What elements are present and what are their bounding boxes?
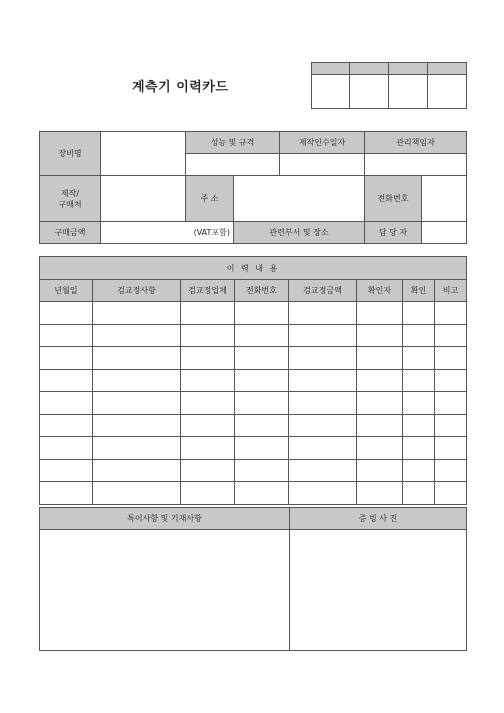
- approval-header-cell: [389, 63, 428, 75]
- cell[interactable]: [181, 392, 235, 415]
- cell[interactable]: [93, 347, 181, 370]
- price-field[interactable]: (VAT포함): [101, 222, 234, 244]
- cell[interactable]: [435, 369, 467, 392]
- cell[interactable]: [235, 302, 289, 325]
- cell[interactable]: [235, 459, 289, 482]
- cell[interactable]: [357, 482, 403, 505]
- cell[interactable]: [403, 347, 435, 370]
- cell[interactable]: [40, 324, 93, 347]
- cell[interactable]: [93, 392, 181, 415]
- cell[interactable]: [357, 437, 403, 460]
- table-row: [40, 459, 467, 482]
- cell[interactable]: [40, 302, 93, 325]
- cell[interactable]: [93, 459, 181, 482]
- cell[interactable]: [435, 437, 467, 460]
- cell[interactable]: [357, 459, 403, 482]
- cell[interactable]: [435, 392, 467, 415]
- cell[interactable]: [40, 437, 93, 460]
- price-label: 구매금액: [40, 222, 101, 244]
- cell[interactable]: [289, 459, 357, 482]
- remarks-area[interactable]: [40, 530, 290, 651]
- cell[interactable]: [93, 369, 181, 392]
- equipment-info-table: [39, 131, 467, 244]
- equipment-name-label: 장비명: [40, 132, 101, 176]
- maker-label-line1: 제작/: [60, 188, 80, 198]
- cell[interactable]: [181, 324, 235, 347]
- cell[interactable]: [403, 459, 435, 482]
- cell[interactable]: [403, 392, 435, 415]
- acquire-date-label: 제작인수일자: [280, 132, 365, 154]
- col-date: 년월일: [40, 280, 93, 302]
- approval-header-cell: [428, 63, 467, 75]
- table-row: [40, 414, 467, 437]
- cell[interactable]: [235, 414, 289, 437]
- cell[interactable]: [435, 324, 467, 347]
- cell[interactable]: [289, 392, 357, 415]
- col-remarks: 비고: [435, 280, 467, 302]
- spec-label: 성능 및 규격: [186, 132, 280, 154]
- cell[interactable]: [357, 414, 403, 437]
- approval-sign-cell[interactable]: [312, 75, 350, 109]
- cell[interactable]: [435, 482, 467, 505]
- cell[interactable]: [235, 347, 289, 370]
- cell[interactable]: [357, 324, 403, 347]
- col-calibration-cost: 검교정금액: [289, 280, 357, 302]
- person-label: 담 당 자: [365, 222, 422, 244]
- approval-sign-cell[interactable]: [389, 75, 428, 109]
- cell[interactable]: [40, 482, 93, 505]
- cell[interactable]: [40, 347, 93, 370]
- cell[interactable]: [435, 414, 467, 437]
- cell[interactable]: [403, 302, 435, 325]
- col-phone: 전화번호: [235, 280, 289, 302]
- cell[interactable]: [403, 437, 435, 460]
- approval-header-cell: [312, 63, 350, 75]
- dept-label: 관련부서 및 장소: [234, 222, 365, 244]
- table-row: [40, 437, 467, 460]
- photo-header: 증 빙 사 진: [290, 508, 467, 530]
- approval-sign-cell[interactable]: [428, 75, 467, 109]
- cell[interactable]: [93, 482, 181, 505]
- cell[interactable]: [93, 414, 181, 437]
- address-label: 주 소: [186, 176, 234, 222]
- cell[interactable]: [235, 369, 289, 392]
- cell[interactable]: [93, 324, 181, 347]
- cell[interactable]: [289, 437, 357, 460]
- table-row: [40, 347, 467, 370]
- cell[interactable]: [289, 324, 357, 347]
- cell[interactable]: [289, 369, 357, 392]
- cell[interactable]: [181, 302, 235, 325]
- manager-label: 관리책임자: [365, 132, 467, 154]
- cell[interactable]: [40, 414, 93, 437]
- spec-field[interactable]: [186, 154, 280, 176]
- remarks-header: 특이사항 및 기재사항: [40, 508, 290, 530]
- cell[interactable]: [181, 459, 235, 482]
- cell[interactable]: [93, 302, 181, 325]
- cell[interactable]: [435, 302, 467, 325]
- col-confirm: 확인: [403, 280, 435, 302]
- cell[interactable]: [403, 324, 435, 347]
- cell[interactable]: [357, 369, 403, 392]
- person-field[interactable]: [422, 222, 467, 244]
- cell[interactable]: [357, 347, 403, 370]
- cell[interactable]: [181, 369, 235, 392]
- col-calibration-company: 검교정업체: [181, 280, 235, 302]
- maker-label: [40, 176, 101, 222]
- phone-field[interactable]: [422, 176, 467, 222]
- cell[interactable]: [181, 482, 235, 505]
- cell[interactable]: [93, 437, 181, 460]
- col-calibration-item: 검교정사항: [93, 280, 181, 302]
- cell[interactable]: [289, 347, 357, 370]
- col-confirmer: 확인자: [357, 280, 403, 302]
- table-row: [40, 302, 467, 325]
- approval-sign-cell[interactable]: [350, 75, 389, 109]
- table-row: [40, 392, 467, 415]
- notes-table: [39, 507, 467, 651]
- cell[interactable]: [235, 482, 289, 505]
- cell[interactable]: [40, 369, 93, 392]
- manager-field[interactable]: [365, 154, 467, 176]
- cell[interactable]: [235, 392, 289, 415]
- cell[interactable]: [403, 414, 435, 437]
- cell[interactable]: [435, 347, 467, 370]
- maker-field[interactable]: [101, 176, 186, 222]
- table-row: [40, 482, 467, 505]
- cell[interactable]: [289, 414, 357, 437]
- cell[interactable]: [40, 392, 93, 415]
- cell[interactable]: [235, 437, 289, 460]
- photo-area[interactable]: [290, 530, 467, 651]
- table-row: [40, 369, 467, 392]
- table-row: [40, 324, 467, 347]
- cell[interactable]: [403, 482, 435, 505]
- cell[interactable]: [181, 437, 235, 460]
- cell[interactable]: [357, 302, 403, 325]
- approval-box: [311, 62, 467, 109]
- maker-label-line2: 구매처: [58, 199, 82, 209]
- page-title: 계측기 이력카드: [132, 80, 229, 95]
- equipment-name-field[interactable]: [101, 132, 186, 176]
- cell[interactable]: [235, 324, 289, 347]
- cell[interactable]: [403, 369, 435, 392]
- address-field[interactable]: [234, 176, 365, 222]
- history-table: [39, 256, 467, 505]
- cell[interactable]: [181, 347, 235, 370]
- cell[interactable]: [40, 459, 93, 482]
- cell[interactable]: [435, 459, 467, 482]
- approval-header-cell: [350, 63, 389, 75]
- history-title: 이 력 내 용: [40, 257, 467, 280]
- cell[interactable]: [289, 302, 357, 325]
- cell[interactable]: [357, 392, 403, 415]
- acquire-date-field[interactable]: [280, 154, 365, 176]
- phone-label: 전화번호: [365, 176, 422, 222]
- cell[interactable]: [181, 414, 235, 437]
- cell[interactable]: [289, 482, 357, 505]
